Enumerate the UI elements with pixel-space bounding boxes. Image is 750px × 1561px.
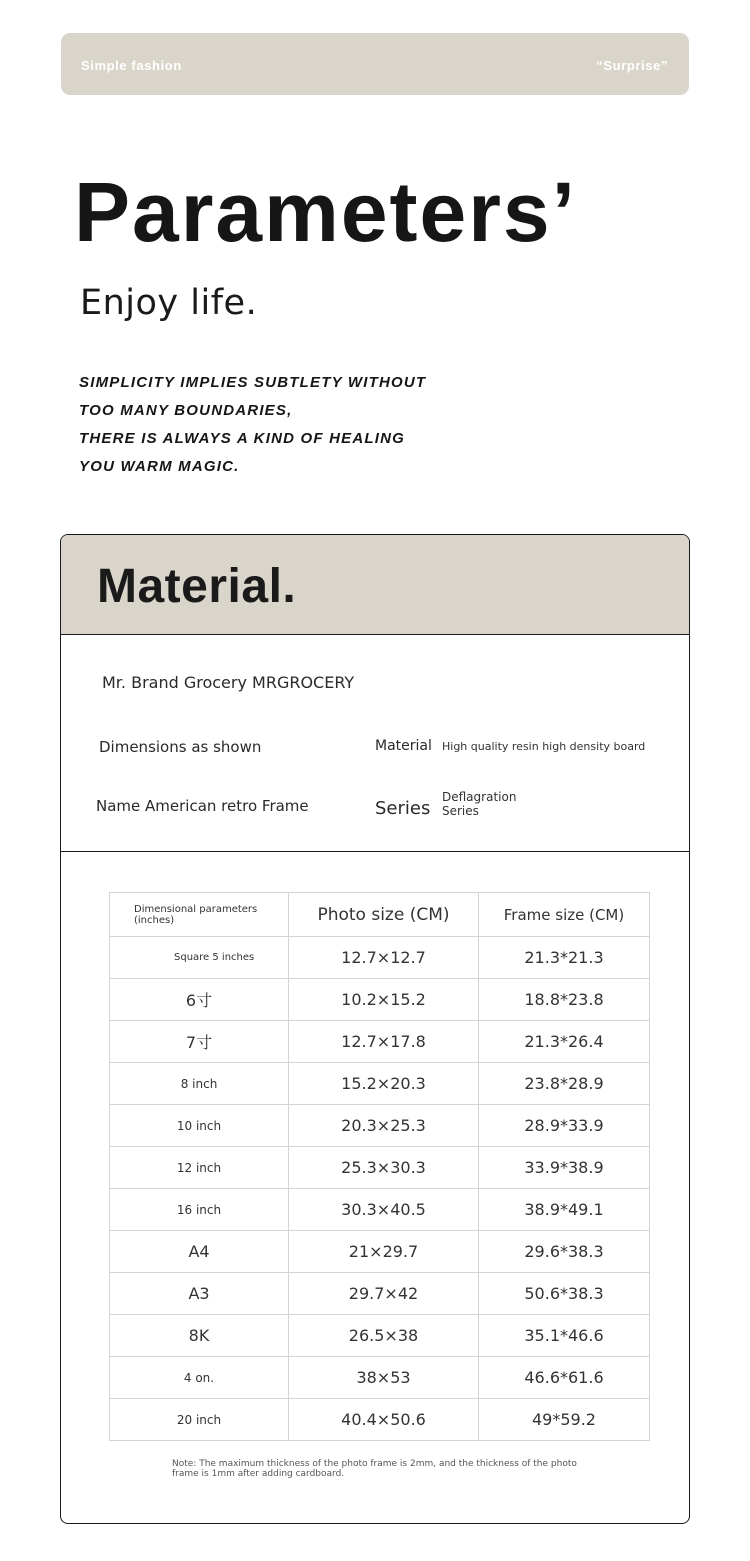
- cell-photo-size: 20.3×25.3: [289, 1105, 479, 1147]
- series-value-line: Deflagration: [442, 790, 517, 804]
- table-row: [110, 1189, 650, 1231]
- brand-text: Mr. Brand Grocery MRGROCERY: [102, 673, 355, 692]
- cell-dimension: Square 5 inches: [110, 937, 289, 979]
- table-header-row: [110, 893, 650, 937]
- cell-frame-size: 33.9*38.9: [479, 1147, 650, 1189]
- cell-photo-size: 12.7×17.8: [289, 1021, 479, 1063]
- series-value-line: Series: [442, 804, 479, 818]
- cell-frame-size: 18.8*23.8: [479, 979, 650, 1021]
- cell-dimension: A4: [110, 1231, 289, 1273]
- cell-photo-size: 38×53: [289, 1357, 479, 1399]
- banner-right-label: “Surprise”: [596, 58, 668, 73]
- cell-dimension: 10 inch: [110, 1105, 289, 1147]
- tagline-line: TOO MANY BOUNDARIES,: [79, 402, 293, 419]
- cell-photo-size: 25.3×30.3: [289, 1147, 479, 1189]
- material-card: [60, 534, 690, 1524]
- cell-dimension: 8K: [110, 1315, 289, 1357]
- table-row: [110, 1315, 650, 1357]
- material-value: High quality resin high density board: [442, 740, 646, 753]
- tagline-line: SIMPLICITY IMPLIES SUBTLETY WITHOUT: [79, 374, 427, 391]
- table-row: [110, 1021, 650, 1063]
- cell-photo-size: 30.3×40.5: [289, 1189, 479, 1231]
- table-row: [110, 1105, 650, 1147]
- table-row: [110, 1399, 650, 1441]
- table-row: [110, 979, 650, 1021]
- table-row: [110, 937, 650, 979]
- banner-left-label: Simple fashion: [81, 58, 182, 73]
- page-title: Parameters’: [74, 165, 577, 259]
- info-section: [61, 635, 689, 852]
- tagline-line: YOU WARM MAGIC.: [79, 458, 240, 475]
- name-text: Name American retro Frame: [96, 797, 309, 815]
- header-photo-size: Photo size (CM): [289, 893, 479, 937]
- material-title: Material.: [97, 560, 297, 613]
- parameter-table: [109, 892, 650, 1441]
- cell-photo-size: 10.2×15.2: [289, 979, 479, 1021]
- subtitle: Enjoy life.: [80, 283, 258, 323]
- cell-dimension: A3: [110, 1273, 289, 1315]
- cell-dimension: 12 inch: [110, 1147, 289, 1189]
- cell-dimension: 20 inch: [110, 1399, 289, 1441]
- series-label: Series: [375, 798, 431, 819]
- cell-frame-size: 28.9*33.9: [479, 1105, 650, 1147]
- tagline-line: THERE IS ALWAYS A KIND OF HEALING: [79, 430, 405, 447]
- cell-frame-size: 49*59.2: [479, 1399, 650, 1441]
- cell-photo-size: 29.7×42: [289, 1273, 479, 1315]
- series-value: [442, 790, 542, 818]
- cell-frame-size: 23.8*28.9: [479, 1063, 650, 1105]
- cell-frame-size: 21.3*26.4: [479, 1021, 650, 1063]
- table-row: [110, 1273, 650, 1315]
- cell-frame-size: 46.6*61.6: [479, 1357, 650, 1399]
- table-row: [110, 1357, 650, 1399]
- cell-frame-size: 38.9*49.1: [479, 1189, 650, 1231]
- cell-frame-size: 35.1*46.6: [479, 1315, 650, 1357]
- cell-frame-size: 50.6*38.3: [479, 1273, 650, 1315]
- top-banner: [61, 33, 689, 95]
- cell-dimension: 7寸: [110, 1021, 289, 1063]
- cell-frame-size: 21.3*21.3: [479, 937, 650, 979]
- cell-dimension: 16 inch: [110, 1189, 289, 1231]
- header-dimensional: Dimensional parameters (inches): [110, 893, 289, 937]
- table-row: [110, 1231, 650, 1273]
- cell-dimension: 8 inch: [110, 1063, 289, 1105]
- dimensions-text: Dimensions as shown: [99, 738, 262, 756]
- table-row: [110, 1063, 650, 1105]
- cell-photo-size: 40.4×50.6: [289, 1399, 479, 1441]
- footnote: Note: The maximum thickness of the photo frame is 2mm, and the thickness of the photo frame is 1mm after adding cardboard.: [172, 1459, 577, 1479]
- table-row: [110, 1147, 650, 1189]
- cell-dimension: 4 on.: [110, 1357, 289, 1399]
- cell-photo-size: 15.2×20.3: [289, 1063, 479, 1105]
- material-label: Material: [375, 738, 432, 754]
- material-header: [61, 535, 689, 635]
- cell-frame-size: 29.6*38.3: [479, 1231, 650, 1273]
- cell-photo-size: 12.7×12.7: [289, 937, 479, 979]
- tagline: [79, 369, 499, 481]
- cell-photo-size: 26.5×38: [289, 1315, 479, 1357]
- header-frame-size: Frame size (CM): [479, 893, 650, 937]
- cell-dimension: 6寸: [110, 979, 289, 1021]
- cell-photo-size: 21×29.7: [289, 1231, 479, 1273]
